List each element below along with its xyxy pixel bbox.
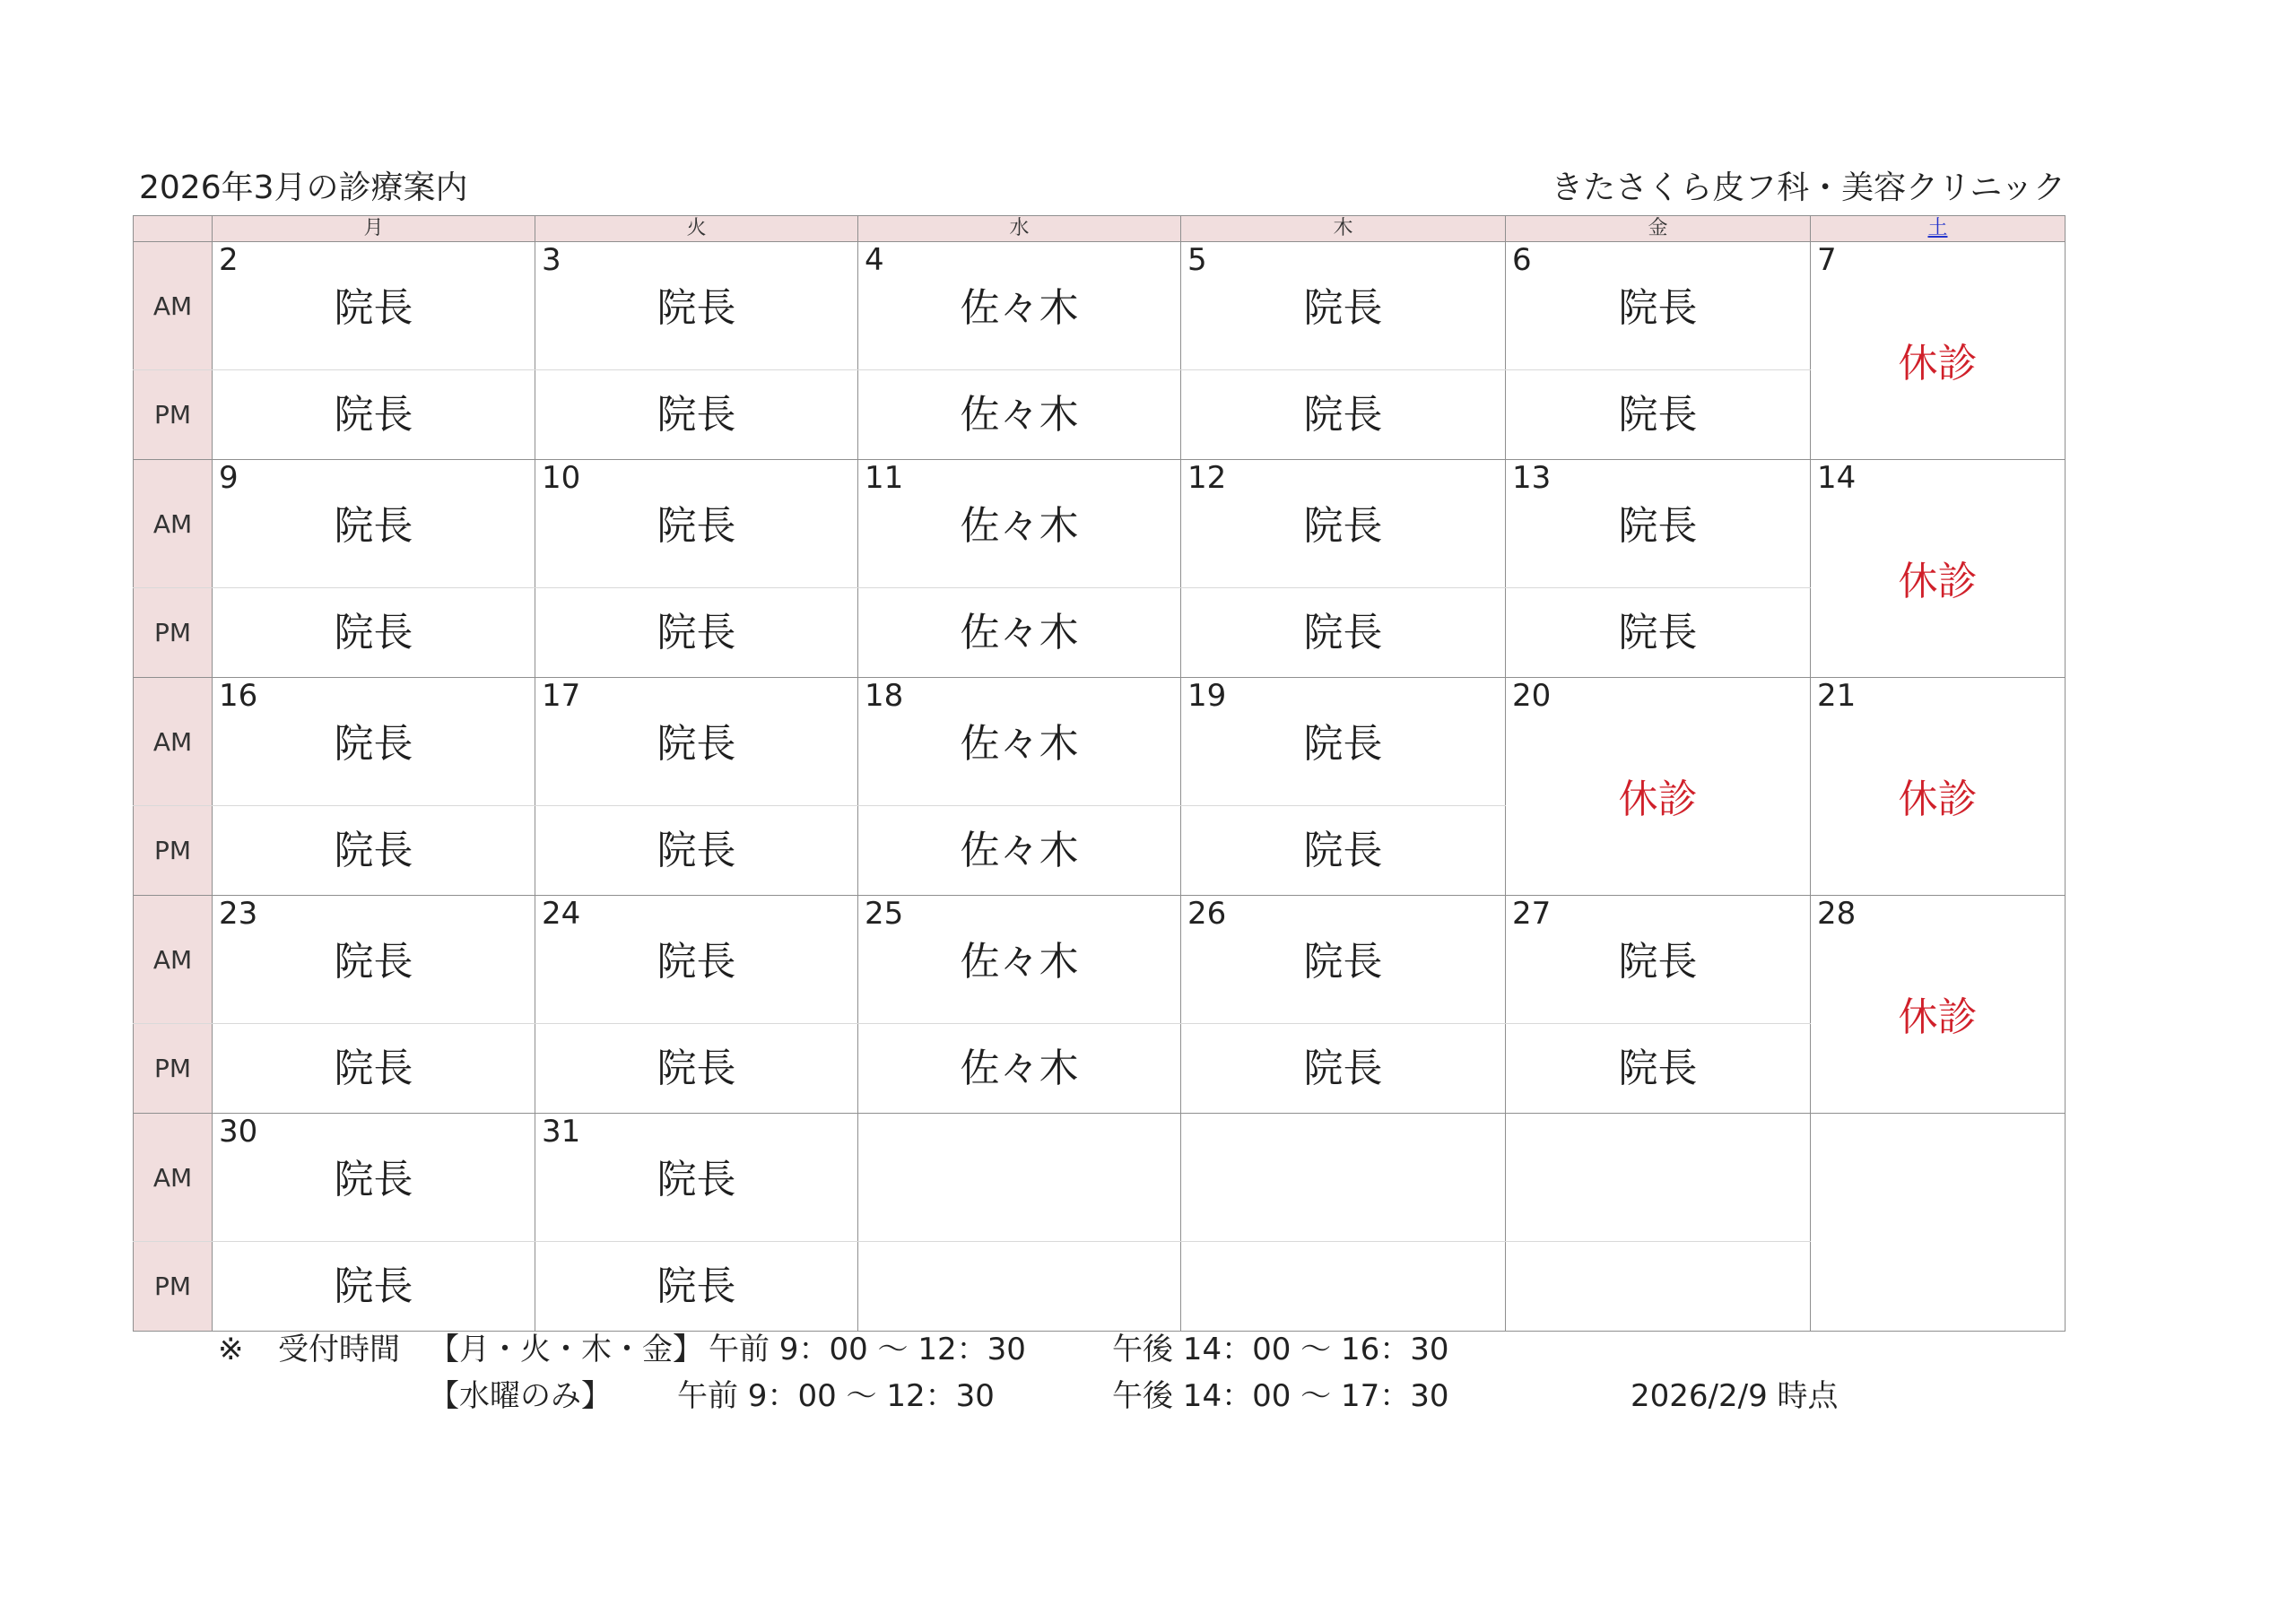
day-pm-cell	[535, 806, 858, 896]
day-number: 24	[542, 896, 581, 932]
am-doctor: 佐々木	[960, 721, 1079, 767]
am-doctor: 院長	[657, 1157, 736, 1202]
am-doctor: 院長	[1618, 939, 1698, 985]
am-label: AM	[134, 896, 213, 1024]
am-doctor: 院長	[334, 285, 413, 331]
day-number: 28	[1817, 896, 1857, 932]
day-cell-content	[858, 242, 1180, 369]
pm-doctor: 院長	[1618, 609, 1698, 655]
day-number: 23	[219, 896, 258, 932]
day-pm-cell	[1181, 1024, 1506, 1114]
as-of-date: 2026/2/9 時点	[1631, 1378, 1839, 1414]
weekday-fri: 金	[1506, 216, 1811, 242]
weekday-mon: 月	[213, 216, 535, 242]
am-doctor: 佐々木	[960, 503, 1079, 549]
am-doctor: 院長	[657, 503, 736, 549]
closed-day-cell	[1811, 896, 2066, 1114]
day-cell-content	[213, 460, 535, 587]
day-am-cell	[858, 460, 1181, 588]
pm-doctor: 院長	[657, 1045, 736, 1091]
day-cell-content	[1181, 1114, 1505, 1241]
day-pm-cell	[1181, 370, 1506, 460]
week-pm-row	[134, 1242, 2066, 1332]
pm-doctor: 院長	[334, 827, 413, 873]
day-cell-content	[213, 1114, 535, 1241]
am-label: AM	[134, 242, 213, 370]
closed-day-cell	[1506, 678, 1811, 896]
wednesday-am-hours: 午前 9：00 ～ 12：30	[677, 1378, 995, 1414]
day-number: 31	[542, 1114, 581, 1150]
day-am-cell	[535, 678, 858, 806]
day-pm-cell	[535, 370, 858, 460]
am-doctor: 院長	[1618, 285, 1698, 331]
day-cell-content	[535, 1114, 857, 1241]
day-pm-cell	[858, 1024, 1181, 1114]
week-am-row	[134, 678, 2066, 806]
pm-doctor: 院長	[1303, 609, 1383, 655]
day-cell-content	[213, 896, 535, 1023]
day-pm-cell	[213, 1242, 535, 1332]
day-cell-content	[1811, 896, 2065, 1113]
day-number: 14	[1817, 460, 1857, 496]
day-number: 16	[219, 678, 258, 714]
pm-doctor: 院長	[334, 1045, 413, 1091]
day-cell-content	[1506, 242, 1810, 369]
day-am-cell	[1506, 1114, 1811, 1242]
weekday-group-label: 【月・火・木・金】	[429, 1332, 703, 1367]
clinic-name: きたさくら皮フ科・美容クリニック	[1551, 169, 2066, 206]
am-doctor: 院長	[657, 721, 736, 767]
day-number: 17	[542, 678, 581, 714]
day-am-cell	[1181, 242, 1506, 370]
day-cell-content	[535, 242, 857, 369]
day-am-cell	[535, 242, 858, 370]
week-am-row	[134, 242, 2066, 370]
am-doctor: 院長	[657, 285, 736, 331]
day-am-cell	[858, 1114, 1181, 1242]
day-pm-cell	[858, 1242, 1181, 1332]
day-number: 18	[865, 678, 904, 714]
day-number: 9	[219, 460, 239, 496]
day-pm-cell	[1506, 370, 1811, 460]
day-cell-content	[1506, 678, 1810, 895]
day-pm-cell	[1506, 1024, 1811, 1114]
day-number: 7	[1817, 242, 1837, 278]
day-am-cell	[1506, 896, 1811, 1024]
day-cell-content	[858, 678, 1180, 805]
day-cell-content	[213, 242, 535, 369]
am-label: AM	[134, 460, 213, 588]
day-cell-content	[535, 678, 857, 805]
pm-doctor: 院長	[1618, 391, 1698, 438]
am-doctor: 院長	[1618, 503, 1698, 549]
day-cell-content	[1181, 678, 1505, 805]
wednesday-pm-hours: 午後 14：00 ～ 17：30	[1112, 1378, 1449, 1414]
day-am-cell	[535, 460, 858, 588]
day-pm-cell	[213, 370, 535, 460]
day-am-cell	[858, 678, 1181, 806]
am-doctor: 院長	[1303, 285, 1383, 331]
day-number: 25	[865, 896, 904, 932]
day-cell-content	[1506, 896, 1810, 1023]
calendar-body	[134, 242, 2066, 1332]
day-am-cell	[858, 896, 1181, 1024]
pm-doctor: 院長	[1618, 1045, 1698, 1091]
pm-doctor: 院長	[334, 1263, 413, 1309]
am-doctor: 院長	[334, 1157, 413, 1202]
day-cell-content	[1181, 242, 1505, 369]
day-pm-cell	[1506, 588, 1811, 678]
pm-doctor: 院長	[334, 609, 413, 655]
am-doctor: 佐々木	[960, 939, 1079, 985]
am-doctor: 院長	[657, 939, 736, 985]
day-cell-content	[1811, 1114, 2065, 1331]
day-pm-cell	[858, 370, 1181, 460]
weekday-group-am-hours: 午前 9：00 ～ 12：30	[709, 1332, 1026, 1367]
day-number: 30	[219, 1114, 258, 1150]
closed-label: 休診	[1898, 559, 1978, 604]
am-doctor: 院長	[1303, 939, 1383, 985]
closed-label: 休診	[1898, 341, 1978, 386]
day-pm-cell	[858, 588, 1181, 678]
weekday-sat: 土	[1811, 216, 2066, 242]
day-pm-cell	[535, 1242, 858, 1332]
day-number: 4	[865, 242, 884, 278]
day-number: 10	[542, 460, 581, 496]
am-doctor: 院長	[334, 721, 413, 767]
pm-doctor: 院長	[657, 827, 736, 873]
day-number: 26	[1187, 896, 1227, 932]
weekday-thu: 木	[1181, 216, 1506, 242]
header-corner	[134, 216, 213, 242]
day-number: 3	[542, 242, 561, 278]
closed-day-cell	[1811, 678, 2066, 896]
am-doctor: 院長	[1303, 503, 1383, 549]
week-pm-row	[134, 588, 2066, 678]
day-am-cell	[213, 460, 535, 588]
schedule-calendar	[133, 215, 2066, 1332]
day-pm-cell	[1506, 1242, 1811, 1332]
pm-doctor: 院長	[1303, 1045, 1383, 1091]
day-cell-content	[858, 1114, 1180, 1241]
day-cell-content	[1506, 460, 1810, 587]
day-am-cell	[1506, 242, 1811, 370]
pm-label: PM	[134, 588, 213, 678]
pm-doctor: 佐々木	[960, 609, 1079, 655]
day-number: 12	[1187, 460, 1227, 496]
day-number: 19	[1187, 678, 1227, 714]
week-am-row	[134, 460, 2066, 588]
pm-doctor: 院長	[1303, 827, 1383, 873]
am-doctor: 佐々木	[960, 285, 1079, 331]
closed-label: 休診	[1618, 777, 1698, 822]
week-pm-row	[134, 1024, 2066, 1114]
day-am-cell	[1181, 1114, 1506, 1242]
closed-day-cell	[1811, 242, 2066, 460]
pm-label: PM	[134, 806, 213, 896]
day-pm-cell	[1181, 806, 1506, 896]
day-am-cell	[535, 1114, 858, 1242]
week-am-row	[134, 1114, 2066, 1242]
day-number: 11	[865, 460, 904, 496]
weekday-header-row	[134, 216, 2066, 242]
am-doctor: 院長	[1303, 721, 1383, 767]
day-am-cell	[1181, 460, 1506, 588]
pm-label: PM	[134, 370, 213, 460]
page-title: 2026年3月の診療案内	[139, 169, 468, 206]
pm-doctor: 院長	[657, 609, 736, 655]
day-number: 2	[219, 242, 239, 278]
weekday-tue: 火	[535, 216, 858, 242]
week-am-row	[134, 896, 2066, 1024]
day-cell-content	[1181, 460, 1505, 587]
day-cell-content	[1506, 1114, 1810, 1241]
am-doctor: 院長	[334, 503, 413, 549]
am-label: AM	[134, 1114, 213, 1242]
day-am-cell	[535, 896, 858, 1024]
closed-label: 休診	[1898, 777, 1978, 822]
am-label: AM	[134, 678, 213, 806]
wednesday-group-label: 【水曜のみ】	[429, 1378, 612, 1414]
day-number: 21	[1817, 678, 1857, 714]
reception-label: 受付時間	[278, 1332, 400, 1367]
pm-label: PM	[134, 1242, 213, 1332]
day-cell-content	[1811, 242, 2065, 459]
day-cell-content	[535, 460, 857, 587]
day-am-cell	[213, 896, 535, 1024]
day-am-cell	[858, 242, 1181, 370]
day-am-cell	[1181, 678, 1506, 806]
pm-doctor: 佐々木	[960, 1045, 1079, 1091]
day-pm-cell	[535, 1024, 858, 1114]
day-number: 5	[1187, 242, 1207, 278]
day-pm-cell	[213, 588, 535, 678]
am-doctor: 院長	[334, 939, 413, 985]
day-pm-cell	[1181, 588, 1506, 678]
closed-label: 休診	[1898, 994, 1978, 1040]
pm-doctor: 院長	[1303, 391, 1383, 438]
day-number: 6	[1512, 242, 1532, 278]
day-cell-content	[1181, 896, 1505, 1023]
day-cell-content	[858, 896, 1180, 1023]
week-pm-row	[134, 370, 2066, 460]
day-pm-cell	[535, 588, 858, 678]
day-am-cell	[213, 242, 535, 370]
pm-label: PM	[134, 1024, 213, 1114]
day-cell-content	[1811, 460, 2065, 677]
day-cell-content	[213, 678, 535, 805]
footer-mark: ※	[218, 1332, 244, 1367]
day-am-cell	[1181, 896, 1506, 1024]
day-number: 27	[1512, 896, 1552, 932]
day-number: 13	[1512, 460, 1552, 496]
weekday-group-pm-hours: 午後 14：00 ～ 16：30	[1112, 1332, 1449, 1367]
day-am-cell	[1506, 460, 1811, 588]
day-pm-cell	[858, 806, 1181, 896]
pm-doctor: 院長	[657, 391, 736, 438]
day-am-cell	[213, 1114, 535, 1242]
pm-doctor: 院長	[334, 391, 413, 438]
day-am-cell	[213, 678, 535, 806]
empty-day-cell	[1811, 1114, 2066, 1332]
day-cell-content	[858, 460, 1180, 587]
day-pm-cell	[213, 806, 535, 896]
pm-doctor: 佐々木	[960, 391, 1079, 438]
day-pm-cell	[1181, 1242, 1506, 1332]
pm-doctor: 佐々木	[960, 827, 1079, 873]
day-number: 20	[1512, 678, 1552, 714]
day-cell-content	[1811, 678, 2065, 895]
day-pm-cell	[213, 1024, 535, 1114]
day-cell-content	[535, 896, 857, 1023]
closed-day-cell	[1811, 460, 2066, 678]
pm-doctor: 院長	[657, 1263, 736, 1309]
weekday-wed: 水	[858, 216, 1181, 242]
